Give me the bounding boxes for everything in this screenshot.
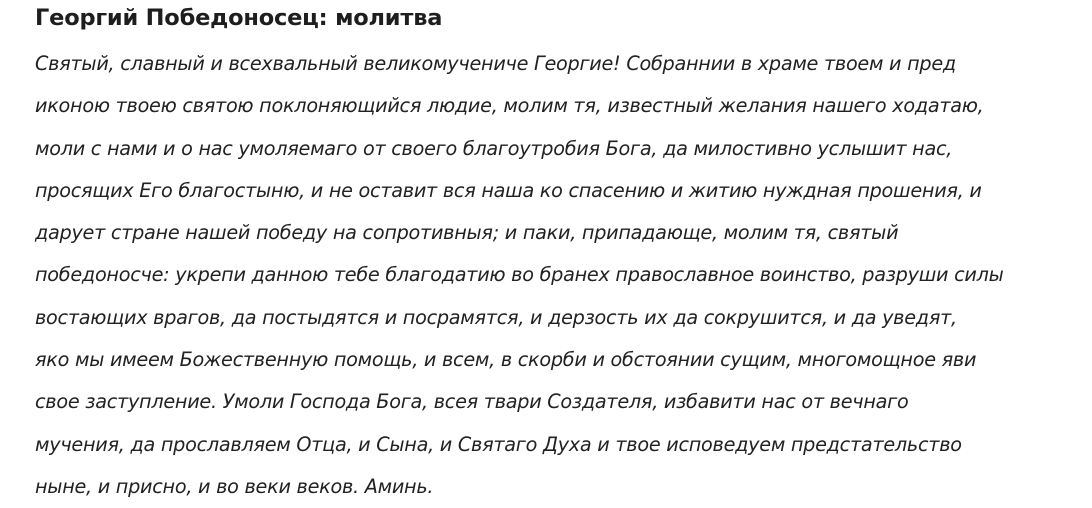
prayer-line: свое заступление. Умоли Господа Бога, всея твари Создателя, избавити нас от вечнаго: [35, 390, 909, 414]
prayer-line: Святый, славный и всехвальный великомучениче Георгие! Собраннии в храме твоем и пред: [35, 52, 956, 75]
prayer-line: победоносче: укрепи данною тебе благодатию во бранех православное воинство, разруши силы: [35, 263, 1004, 287]
prayer-text: [35, 43, 1075, 508]
prayer-line: ныне, и присно, и во веки веков. Аминь.: [35, 474, 434, 498]
article: [35, 0, 1075, 508]
prayer-line: мучения, да прославляем Отца, и Сына, и Святаго Духа и твое исповедуем предстательство: [35, 432, 962, 456]
prayer-line: моли с нами и о нас умоляемаго от своего благоутробия Бога, да милостивно услышит нас,: [35, 136, 953, 160]
prayer-line: просящих Его благостыню, и не оставит вся наша ко спасению и житию нуждная прошения, и: [35, 178, 982, 202]
prayer-line: иконою твоею святою поклоняющийся людие, молим тя, известный желания нашего ходатаю,: [35, 94, 984, 118]
prayer-line: востающих врагов, да постыдятся и посрамятся, и дерзость их да сокрушится, и да уведят,: [35, 305, 957, 329]
prayer-line: дарует стране нашей победу на сопротивныя; и паки, припадающе, молим тя, святый: [35, 221, 899, 245]
page-title: Георгий Победоносец: молитва: [35, 5, 443, 31]
prayer-line: яко мы имеем Божественную помощь, и всем, в скорби и обстоянии сущим, многомощное яви: [35, 348, 977, 372]
